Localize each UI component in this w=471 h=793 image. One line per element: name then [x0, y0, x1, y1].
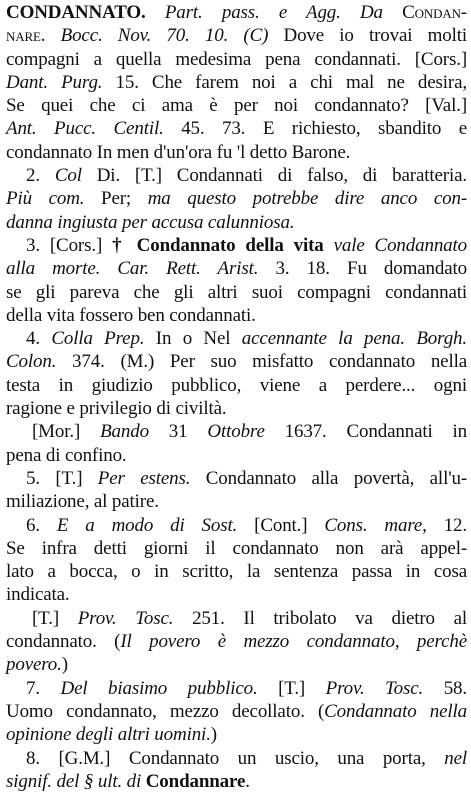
quotation-text: se gli pareva che gli altri suoi compagni condannati [6, 281, 467, 303]
entry-line-8 [6, 164, 467, 187]
quotation-text: Uomo condannato, mezzo decollato. ( [6, 700, 325, 722]
citation-source: Prov. Tosc. [77, 607, 174, 629]
subentry-headword: † Condannato della vita [112, 234, 324, 256]
editor-tag: [Cont.] [237, 514, 325, 536]
sense-label: Del biasimo pubblico. [60, 677, 258, 699]
gloss-text: Condannato nella [324, 700, 467, 722]
citation-month: Ottobre [207, 421, 265, 443]
quotation-text: condannato In men d'un'ora fu 'l detto Barone. [6, 141, 351, 163]
etymon: Condan- [402, 2, 467, 23]
entry-line-33 [6, 747, 467, 770]
gloss-text: opinione degli altri uomini. [6, 724, 211, 746]
sense-text: vale [323, 234, 375, 256]
entry-condannato [6, 0, 467, 793]
entry-line-24 [6, 537, 467, 560]
punctuation: . [245, 770, 250, 792]
quotation-text: Se infra detti giorni il condannato non arà appel- [6, 537, 467, 559]
usage-note: danna ingiusta per accusa calunniosa. [6, 211, 295, 233]
quotation-text: 3. 18. Fu domandato [258, 258, 467, 280]
quotation-text: testa in giudizio pubblico, viene a perdere... ogni [6, 374, 467, 396]
sense-number: 6. [26, 514, 57, 536]
entry-line-26 [6, 583, 467, 606]
quotation-text: Dove io trovai molti [283, 25, 467, 47]
sense-number: 2. [26, 165, 55, 187]
entry-line-3 [6, 48, 467, 71]
usage-note: nel [444, 747, 467, 769]
quotation-text: 374. (M.) Per suo misfatto condannato nella [56, 351, 467, 373]
entry-line-18 [6, 397, 467, 420]
sense-text: Condannato alla povertà, all'u- [190, 467, 467, 489]
sense-number: 8. [26, 747, 59, 769]
sense-number: 4. [26, 328, 52, 350]
entry-line-28 [6, 630, 467, 653]
citation-source: Prov. Tosc. [325, 677, 424, 699]
quotation-text: ragione e privilegio di civiltà. [6, 398, 227, 420]
editor-tag: [Mor.] [32, 421, 101, 443]
entry-line-5 [6, 94, 467, 117]
entry-line-14 [6, 304, 467, 327]
sense-number: 7. [26, 677, 61, 699]
sense-number: 5. [26, 467, 56, 489]
entry-line-13 [6, 281, 467, 304]
entry-line-1 [6, 1, 467, 24]
entry-line-21 [6, 467, 467, 490]
punctuation: ) [210, 724, 217, 746]
quotation-text: 15. Che farem noi a chi mal ne desira, [102, 71, 467, 93]
entry-line-2 [6, 24, 467, 47]
quotation-text: 45. 73. E richiesto, sbandito e [163, 118, 467, 140]
entry-line-6 [6, 117, 467, 140]
citation-source: alla morte. Car. Rett. Arist. [6, 258, 259, 280]
citation-source: Bando [100, 421, 149, 443]
headword: CONDANNATO. [6, 2, 146, 23]
gloss-text: perchè [416, 631, 467, 653]
entry-line-10 [6, 211, 467, 234]
editor-tag: [G.M.] [58, 747, 129, 769]
sense-number: 3. [26, 234, 50, 256]
quotation-text: 1637. Condannati in [264, 421, 467, 443]
entry-line-7 [6, 141, 467, 164]
entry-line-19 [6, 420, 467, 443]
entry-line-12 [6, 257, 467, 280]
quotation-text: lato a bocca, o in scritto, la sentenza passa in cosa [6, 561, 467, 583]
editor-tag: [T.] [32, 607, 78, 629]
sense-text: Per; [84, 188, 148, 210]
definition-text: accennante la pena. Borgh. [241, 328, 467, 350]
grammar-note: Part. pass. e Agg. Da [145, 2, 403, 23]
punctuation: ) [61, 654, 68, 676]
entry-line-34 [6, 770, 467, 793]
citation-source: Bocc. Nov. 70. 10. (C) [45, 25, 284, 47]
sense-text: Condannato [128, 747, 220, 769]
usage-note: signif. del § ult. di [6, 770, 146, 792]
quotation-text: indicata. [6, 584, 70, 606]
citation-source: Dant. Purg. [6, 71, 103, 93]
entry-line-20 [6, 444, 467, 467]
quotation-text: Se quei che ci ama è per noi condannato? [Val.] [6, 95, 467, 117]
entry-line-11 [6, 234, 467, 257]
quotation-text: compagni a quella medesima pena condannati. [Cors.] [6, 48, 467, 70]
citation-number: 58. [423, 677, 468, 699]
editor-tag: [T.] [55, 467, 98, 489]
usage-note: ma questo potrebbe dire anco con- [147, 188, 467, 210]
citation-source: Colon. [6, 351, 57, 373]
sense-text: In o Nel [144, 328, 242, 350]
quotation-text: della vita fossero ben condannati. [6, 304, 256, 326]
gloss-text: Il povero è mezzo condannato [120, 631, 395, 653]
entry-line-4 [6, 71, 467, 94]
cross-reference: Condannare [145, 770, 246, 792]
entry-line-31 [6, 700, 467, 723]
punctuation: , [394, 631, 417, 653]
sense-text: miliazione, al patire. [6, 491, 159, 513]
sense-label: Col [54, 165, 82, 187]
sense-label: Colla Prep. [51, 328, 145, 350]
entry-line-15 [6, 327, 467, 350]
sense-label: Per estens. [97, 467, 191, 489]
citation-source: Cons. mare, [324, 514, 427, 536]
citation-date: 31 [148, 421, 208, 443]
sense-text: Di. [T.] Condannati di falso, di baratteria. [81, 165, 467, 187]
entry-line-23 [6, 514, 467, 537]
sense-label: E a modo di Sost. [56, 514, 238, 536]
editor-tag: [Cors.] [49, 234, 113, 256]
etymon-cont: nare. [6, 25, 46, 47]
definition-text: Condannato [374, 234, 467, 256]
usage-label: Più com. [6, 188, 85, 210]
entry-line-27 [6, 607, 467, 630]
entry-line-25 [6, 560, 467, 583]
quotation-text: condannato. ( [6, 631, 121, 653]
entry-line-9 [6, 187, 467, 210]
editor-tag: [T.] [257, 677, 326, 699]
entry-line-16 [6, 350, 467, 373]
citation-source: Ant. Pucc. Centil. [6, 118, 164, 140]
entry-line-22 [6, 490, 467, 513]
quotation-text: pena di confino. [6, 444, 127, 466]
sense-text: un uscio, una porta, [219, 747, 445, 769]
citation-number: 12. [426, 514, 468, 536]
entry-line-17 [6, 374, 467, 397]
entry-line-30 [6, 677, 467, 700]
quotation-text: 251. Il tribolato va dietro al [173, 607, 467, 629]
gloss-text: povero. [6, 654, 62, 676]
entry-line-29 [6, 653, 467, 676]
